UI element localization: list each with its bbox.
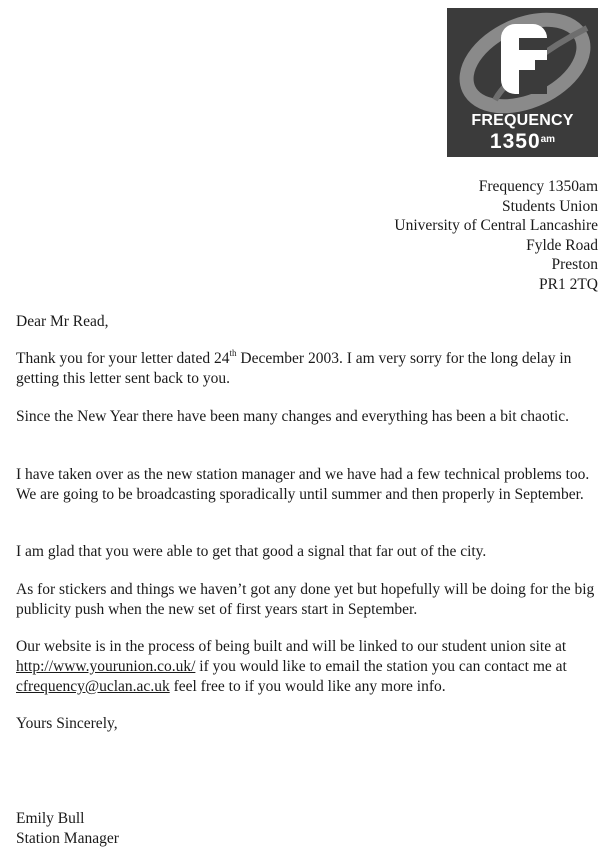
logo-name: FREQUENCY — [471, 112, 574, 129]
station-logo — [447, 8, 598, 157]
salutation: Dear Mr Read, — [16, 313, 109, 330]
signer-title: Station Manager — [16, 830, 119, 847]
logo-frequency: $1350^{am}$ — [489, 130, 556, 153]
paragraph-2: Since the New Year there have been many changes and everything has been a bit chaotic. — [16, 408, 570, 425]
sender-address — [394, 177, 598, 294]
signer-name: Emily Bull — [16, 810, 85, 827]
email-link[interactable]: cfrequency@uclan.ac.uk — [16, 678, 170, 695]
address-line: Fylde Road — [526, 236, 598, 254]
paragraph-3: I have taken over as the new station manager and we have had a few technical problems too. We are going to be broadcasting sporadically until summer and then properly in September. — [16, 466, 590, 503]
address-line: Students Union — [501, 197, 598, 215]
address-line: Preston — [551, 256, 598, 273]
paragraph-6: Our website is in the process of being built and will be linked to our student union site at http://www.yourunion.co.uk/ if you would like to email the station you can contact me at cfrequency@uclan.ac.uk feel free to if you would like any more info. — [16, 638, 567, 695]
address-line: PR1 2TQ — [539, 275, 598, 293]
website-link[interactable]: http://www.yourunion.co.uk/ — [16, 658, 196, 675]
closing: Yours Sincerely, — [16, 715, 118, 732]
paragraph-5: As for stickers and things we haven’t got any done yet but hopefully will be doing for the big publicity push when the new set of first years start in September. — [16, 581, 595, 618]
paragraph-4: I am glad that you were able to get that good a signal that far out of the city. — [16, 543, 487, 560]
address-line: Frequency 1350am — [478, 178, 598, 195]
paragraph-1: Thank you for your letter dated 24th December 2003. I am very sorry for the long delay in getting this letter sent back to you. — [16, 348, 572, 387]
address-line: University of Central Lancashire — [394, 217, 598, 234]
